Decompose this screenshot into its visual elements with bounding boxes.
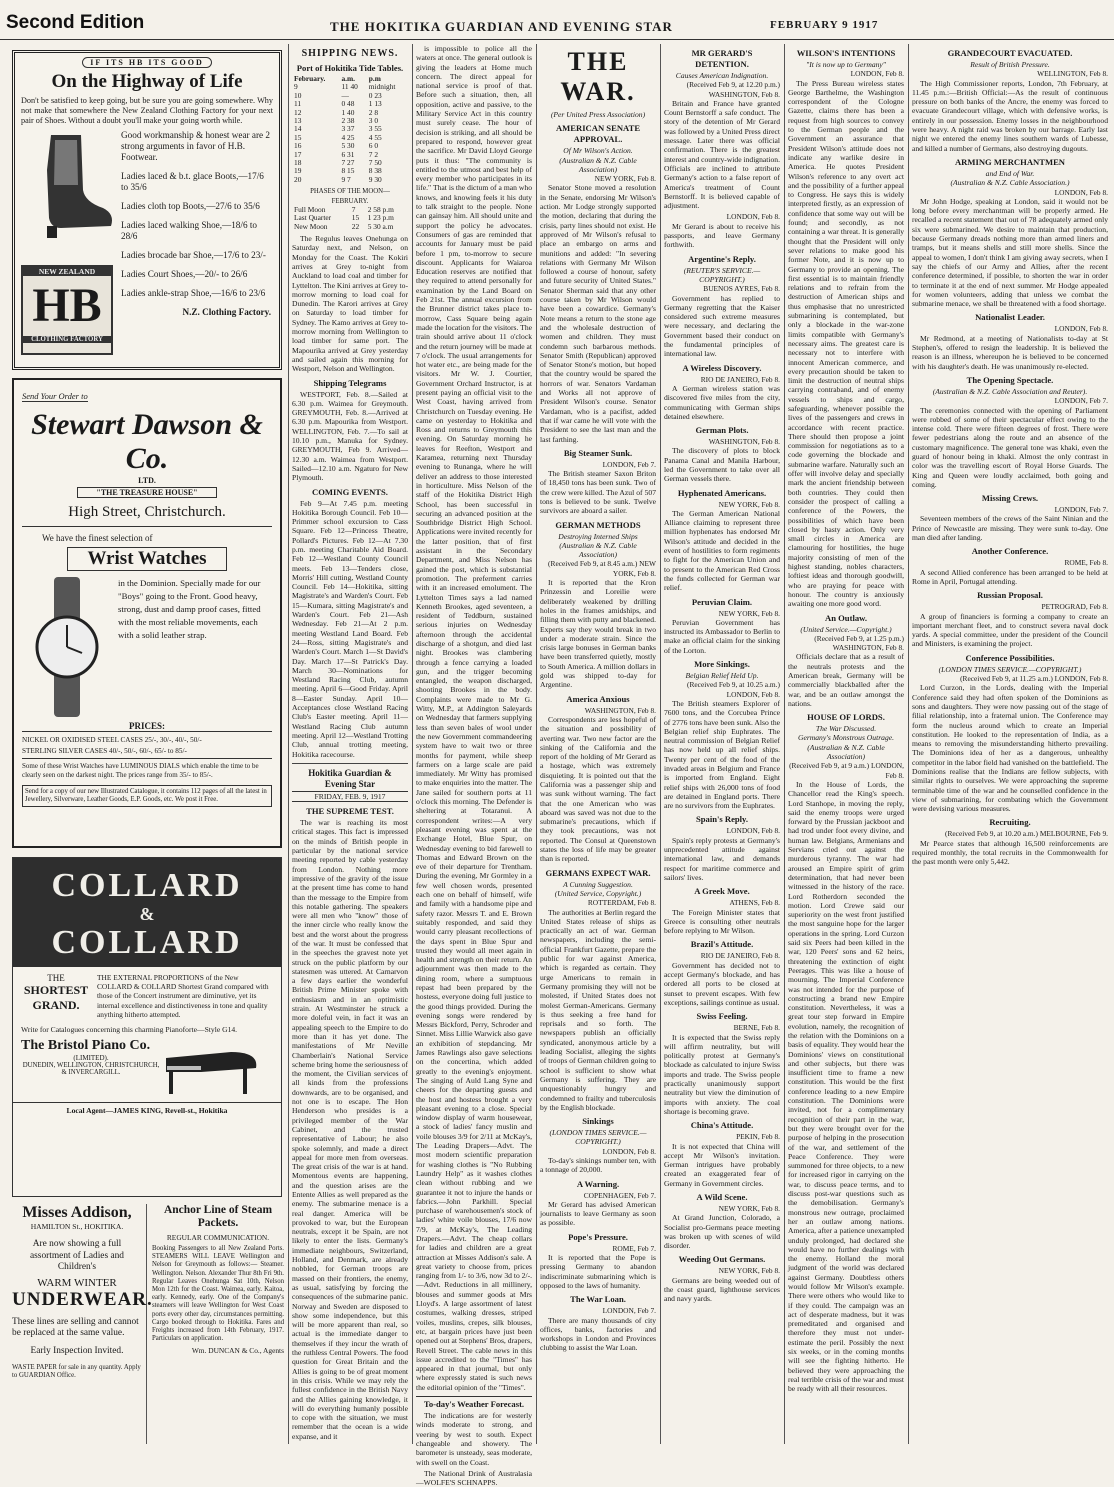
cc-grand: GRAND. (32, 998, 80, 1012)
tide-cell: 11 (294, 99, 302, 109)
sd-ltd: LTD. (138, 476, 156, 485)
boot-illustration (21, 130, 116, 240)
ma-body-2: These lines are selling and cannot be replaced at the same value. (12, 1316, 139, 1338)
war-d6: LONDON, Feb 8. (602, 1146, 656, 1156)
telegrams-heading: Shipping Telegrams (313, 377, 387, 388)
war-s3: Destroying Interned Ships (558, 531, 638, 541)
c5-h3: A Wireless Discovery. (682, 362, 762, 373)
tide-cell: 8 38 (368, 166, 382, 176)
war-a5: (United Service, Copyright.) (554, 888, 642, 898)
tide-cell: 9 (294, 82, 298, 92)
c5-a2: (REUTER'S SERVICE.—COPYRIGHT.) (683, 265, 761, 284)
war-h4: America Anxious (566, 693, 630, 704)
cc-firm: The Bristol Piano Co. (21, 1038, 151, 1054)
column-rule (908, 44, 909, 1444)
war-d8: ROME, Feb 7. (612, 1243, 656, 1253)
c5-h2: Argentine's Reply. (688, 253, 756, 264)
sd-catalogue: Send for a copy of our new Illustrated Catalogue, it contains 112 pages of all the latest in Jewellery, Silverware, Leather Goods, E.P. Goods, etc. We post it Free. (22, 785, 272, 807)
c5-d3: RIO DE JANEIRO, Feb 8. (700, 374, 780, 384)
c5-b7: The British steamers Explorer of 7600 tons, and the Corcubea Prince of 2776 tons have been sunk. Also the Belgian relief ship Euphrates. The neutral commission of Belgian Relief has now held up all relief ships. Twenty per cent of the food of the invaded areas in Belgium and France is imported from England. Eight relief ships with 26,000 tons of food are detained in England ports. There are no survivors from the Euphrates. (664, 698, 780, 811)
column-rule (288, 44, 289, 1444)
war-d3: (Received Feb 9, at 8.45 a.m.) NEW YORK, Feb 8. (548, 559, 656, 578)
sd-name: Stewart Dawson & Co. (31, 408, 263, 475)
cables-column-b (788, 44, 904, 1444)
war-h1: AMERICAN SENATE APPROVAL. (555, 123, 641, 145)
moon-phase-cell: 2 58 p.m (367, 204, 394, 214)
c7-b1: The High Commissioner reports, London, 7th February, at 11.45 p.m.:—British Official:—As the result of continuous pressure on both banks of the Ancre, the enemy was forced to evacuate Grandecourt village, which with defensive works, is entirely in our possession. Enemy losses in the neighbourhood were heavy. A night raid was broken by our barrage. Early last night we entered the enemy lines southern wards of Lubesse, and killed a number of Germans, also destroying dugouts. (912, 78, 1108, 153)
c7-b4: The ceremonies connected with the opening of Parliament were robbed of some of their spectacular effect owing to the intense cold. There were fifteen degrees of frost. There were fewer pedestrians along the route and an absence of the customary magnificence. The general tone was khaki, even the guard of honour being in khaki. Almost the only contrast in color was the travelling escort of Royal Horse Guards. The King and Queen were loudly acclaimed, both going and coming. (912, 405, 1108, 489)
telegrams-body: WESTPORT, Feb. 8.—Sailed at 6.30 p.m. Waimea for Greymouth. GREYMOUTH, Feb. 8.—Arrived at 6.30 p.m. Mapourika from Westport. WELLINGTON, Feb. 7.—To sail at 10.10 p.m., Manuka for Sydney. GREYMOUTH, Feb 9. Arrived—12.30 a.m. Waimea from Westport. Sailed—12.10 a.m. Ngaturo for New Plymouth. (292, 389, 408, 483)
c5-d5: NEW YORK, Feb 8. (718, 499, 780, 509)
tide-cell: 11 40 (341, 82, 358, 92)
c5-d14: NEW YORK, Feb 8. (718, 1266, 780, 1276)
wrist-watch-illustration (22, 577, 112, 717)
war-h2: Big Steamer Sunk. (563, 447, 633, 458)
tide-table-heading: Port of Hokitika Tide Tables. (296, 63, 404, 73)
c7-b9: Mr Pearce states that although 16,500 reinforcements are required monthly, the total recruits in the Commonwealth for the past month were only 5,442. (912, 838, 1108, 867)
c5-h12: China's Attitude. (690, 1120, 754, 1131)
war-a1: (Australian & N.Z. Cable Association) (559, 155, 637, 174)
c5-h14: Weeding Out Germans. (678, 1254, 766, 1265)
c7-b2: Mr John Hodge, speaking at London, said it would not be long before every merchantman will be properly armed. He recalled a recent statement that out of 78 adequately armed only six were submarined. We desire to maintain that production, because Germany dreads nothing more than armed liners and tramps, but it means shells and still more shells. Since the appeal to women, I don't think I am giving away secrets, when I say the chiefs of our Army and Allies, after the recent conference determined, if possible, to shorten the war in order to terminate it at the end of next summer. Mr Hodge appealed for women volunteers, adding that unless we combat the submarine menace, we shall be threatened with a food shortage. (912, 196, 1108, 309)
c5-b5: The German American National Alliance claiming to represent three million hyphenates has endorsed Mr Wilson's attitude and decided in the event of hostilities to form regiments to fight for the American Union and to present to the American Red Cross the funds collected for German war relief. (664, 508, 780, 593)
c5-d1: (Received Feb 9, at 12.20 p.m.) WASHINGTON, Feb 8. (686, 80, 780, 99)
hb-logo-mono: HB (32, 279, 102, 332)
tide-cell: 12 (294, 107, 302, 117)
cc-name-2: COLLARD (51, 924, 243, 961)
stewart-dawson-ad (12, 378, 282, 848)
c5-h13: A Wild Scene. (696, 1191, 748, 1202)
war-b6: To-day's sinkings number ten, with a tonnage of 20,000. (540, 1155, 656, 1175)
cables-column-c (912, 44, 1108, 1444)
c5-h6: Peruvian Claim. (691, 596, 753, 607)
c7-h5: Missing Crews. (981, 493, 1039, 504)
weather-body: The indications are for westerly winds moderate to strong, and veering by west to south. Expect changeable and showery. The barometer is unsteady, seas moderate, with swell on the Coast. (416, 1411, 532, 1467)
c5-s7: Belgian Relief Held Up. (685, 671, 759, 681)
tide-cell: 6 0 (368, 141, 379, 151)
c5-b2: Government has replied to Germany regretting that the Kaiser considered such extreme measures were necessary, and declaring the Government based their conduct on the fundamental principles of international law. (664, 293, 780, 359)
c5-d8: LONDON, Feb 8. (726, 826, 780, 836)
c7-b8: Lord Curzon, in the Lords, dealing with the Imperial Conference said they had often spoken of the Dominions as sons and daughters. They were now passing out of the stage of filial relationship, into a fraternal union. The Conference may form the nucleus around which to create an Imperial constitution. He looked to the representation of India, as a means to removing the misunderstanding hitherto prevailing. The Dominions idea of her as a dangerous, unhealthy competitor in the labor field had vanished on the battlefield. The Dominions realise that the Indians are fellow subjects, with similar rights to ourselves. We were approaching the supreme terminable time of the war and he counselled confidence in the view of submarining, for combating which the Government were devising various measures. (912, 683, 1108, 814)
c7-h1: GRANDECOURT EVACUATED. (947, 48, 1073, 58)
war-b5: The authorities at Berlin regard the United States release of ships as practically an act of war. German newspapers, including the semi-official Frankfurt Gazette, prepare the public for war against America, which is regarded as certain. They urge Americans to remain in Germany promising they will not be molested, if United States does not molest German-Americans. Germany is thus seeking a free hand for reprisals and so forth. The newspapers publish an officially syndicated, anonymous article by a leading Socialist, alleging the sights of troops of German children going to school is sufficient to show what Germany is suffering. They are unquestionably hungry and condemned to frailty and tuberculosis by the English blockade. (540, 907, 656, 1112)
c5-h1: MR GERARD'S DETENTION. (691, 48, 753, 69)
war-d9: LONDON, Feb 7. (602, 1306, 656, 1316)
tide-row (292, 176, 408, 184)
tide-cell: 9 7 (341, 174, 351, 184)
tide-cell: 3 55 (368, 124, 382, 134)
c7-d4: LONDON, Feb 7. (1054, 396, 1108, 406)
c7-a2: (Australian & N.Z. Cable Association.) (950, 178, 1070, 188)
war-b1: Senator Stone moved a resolution in the Senate, endorsing Mr Wilson's action. Mr Lodge strongly supported the motion, declaring that during the crisis, party lines should not exist. He approved of Mr Wilson's refusal to place an embargo on arms and munitions and added: "In severing relations with Germany Mr Wilson followed a course of honour, safety and future security of United States." Senator Sherman said that any other course taken by Mr Wilson would have been a cowardice. Germany's Note means a return to the stone age and the wholesale destruction of women and children. They must condemn such barbarous methods. Senator Smith (Republican) approved of Senator Stone's motion, but hoped that the country would be spared the horrors of war. Senators Vardaman and Works all not approve of President Wilson's course. Senator Vardaman, who is a pacifist, added that if war came he will vote with the President to see the last man and the last farthing. (540, 183, 656, 444)
tide-row (292, 83, 408, 91)
cc-firm-ltd: (LIMITED). (73, 1054, 109, 1063)
c7-d5: LONDON, Feb 7. (1054, 505, 1108, 515)
war-b4: Correspondents are less hopeful of the situation and possibility of averting war. Two new factor are the sinking of the California and the report of the holding of Mr Gerard as a hostage, which was extremely disquieting. It is pointed out that the California was a passenger ship and was sunk without warning. The fact that the one American who was aboard was saved was not due to the submarine's precautions, which if they took precautions, was not reported. The Consul at Queenstown states the loss of life may be greater than is reported. (540, 714, 656, 864)
moon-phase-cell: Last Quarter (294, 213, 332, 223)
war-b7: Mr Gerard has advised American journalists to leave Germany as soon as possible. (540, 1199, 656, 1228)
c7-d7: PETROGRAD, Feb 8. (1041, 602, 1108, 612)
war-b3: It is reported that the Kron Prinzessin and Loreilie were deliberately weakened by drilling holes in the frames amidships, and filling them with putty and blackened. Experts say they would break in two under a moderate strain. Since the crisis large bonuses in German banks have been transferred quietly, mostly to South America. A million dollars in gold was shipped to-day for Argentine. (540, 578, 656, 690)
war-h6: Sinkings (582, 1116, 614, 1127)
hb-logo-top: NEW ZEALAND (23, 267, 111, 276)
c5-b1: Britain and France have granted Count Bernstorff a safe conduct. The story of the detention of Mr Gerard was followed by a United Press direct message. Later there was official confirmation. There is the greatest interest and country-wide indignation. Officials are inclined to attribute Germany's action to a false report of America's treatment of Count Bernstorff. It is believed capable of adjustment. (664, 98, 780, 211)
c5-b1b: Mr Gerard is about to receive his passports, and leave Germany forthwith. (664, 221, 780, 250)
sd-product: Wrist Watches (67, 547, 227, 571)
c7-b6: A second Allied conference has been arranged to be held at Rome in April, Portugal attending. (912, 567, 1108, 586)
war-a3: (Australian & N.Z. Cable Association) (559, 540, 637, 560)
ma-under: UNDERWEAR. (12, 1288, 153, 1310)
c6-b1: The Press Bureau wireless states George Barthelme, the Washington correspondent of the Cologne Gazette, claims there has been a request from high sources to convey to the German people and the Government an assurance that President Wilson's attitude does not indicate any warlike desire in America. He quotes President Wilson's reference to any overt act and the possibility of a further appeal to Congress. He says this is widely interpreted firstly, as an expression of confidence that some way out will be found; and secondly, as not containing a war threat. It is generally thought that the President will only sever relations to make good his former Note, and it is now up to Germany to provide an opening. The first essential is to maintain friendly relations and to refrain from the destruction of American ships and thus emphasise that no unrestricted submarining is contemplated, but only a blockade in the war-zone limits compatible with Germany's necessary aims. The greatest care is necessary not to interfere with innocent American commerce, and every precaution should be taken to limit the destruction of neutral ships carrying contraband, and of enemy vessels to ships and cargo, safeguarding, whenever possible the lives of the passengers and crews in accordance with recent practice. There should then propose a joint commission for negotiations as to a code governing the blockade and submarine warfare. Naturally such an offer will involve delay and specially mark the ancient friendship between both countries. They could then consider the prospect of calling a conference of the Powers, the possibilities of which have been closed by hasty action. Only very small circles in America are clamouring for hostilities, the huge majority consisting of men of the highest standing, nobles characters, loftiest ideas and thorough goodwill, who are praying for peace with honour. The country is anxiously awaiting one more good word. (788, 78, 904, 609)
sd-note: Some of these Wrist Watches have LUMINOUS DIALS which enable the time to be clearly seen on the darkest night. The prices range from 35/- to 85/-. (22, 762, 259, 779)
shipping-heading: SHIPPING NEWS. (301, 48, 399, 59)
c6-h1: WILSON'S INTENTIONS (796, 48, 896, 58)
tide-table (292, 75, 408, 184)
c7-a4: (Australian & N.Z. Cable Association and Reuter). (932, 386, 1088, 396)
moon-phase-cell: 22 (351, 221, 360, 231)
moon-phases-table (292, 206, 408, 231)
c6-d3: (Received Feb 9, at 9 a.m.) LONDON, Feb 8. (789, 761, 904, 780)
tide-cell: 14 (294, 124, 302, 134)
tide-cell: 3 37 (341, 124, 355, 134)
tide-header-cell: p.m (368, 74, 381, 83)
ma-early: Early Inspection Invited. (30, 1345, 124, 1356)
leader-paper-title: Hokitika Guardian & Evening Star (308, 767, 392, 789)
coming-events-body: Feb 9—At 7.45 p.m. meeting Hokitika Borough Council. Feb 10—Primmer school excursion to Cass Square. Feb 12—Princess Theatre, Pollard's Pictures. Feb 12—At 7.30 p.m. meeting Charitable Aid Board. Feb 12—Westland County Council meets. Feb 13—Tenders close, Morris' Hill cutting, Westland County Council. Feb 14—Hokitika, sitting Magistrate's and Warden's Court. Feb 15—Kumara, sitting Magistrate's and Warden's Court. Feb 21—Ash Wednesday. Feb 21—At 2 p.m. meeting Westland Land Board. Feb 24—Ross, sitting Magistrate's and Warden's Court. March 1—St David's Day. March 17—St Patrick's Day. March 30—Nominations for Westland Racing Club, autumn meeting. April 6—Good Friday. April 8—Easter Sunday. April 10—Acceptances close Westland Racing Club's Easter meeting. April 11—Westland Racing Club autumn meeting. April 12—Westland Trotting Club, annual trotting meeting, Hokitika racecourse. (292, 498, 408, 759)
cc-agent: Local Agent—JAMES KING, Revell-st., Hokitika (13, 1102, 281, 1115)
hb-headline: On the Highway of Life (51, 71, 243, 92)
c5-b6: Peruvian Government has instructed its Ambassador to Berlin to make an official claim for the sinking of the Lorton. (664, 617, 780, 655)
c7-d6: ROME, Feb 8. (1064, 558, 1108, 568)
tide-cell: 0 48 (341, 99, 355, 109)
tide-cell: 5 30 (341, 141, 355, 151)
war-h5: GERMANS EXPECT WAR. (545, 867, 651, 878)
c7-d9: (Received Feb 9, at 10.20 a.m.) MELBOURNE, Feb 9. (945, 829, 1108, 839)
c7-b7: A group of financiers is forming a company to create an important merchant fleet, and to construct severa naval dock yards. A special committee, under the president of the Council and Ministers, is examining the project. (912, 611, 1108, 649)
ma-name: Misses Addison, (22, 1204, 132, 1221)
anchor-head: Anchor Line of Steam Packets. (163, 1204, 273, 1229)
war-s1: Of Mr Wilson's Action. (563, 146, 633, 156)
cc-towns: DUNEDIN, WELLINGTON, CHRISTCHURCH, & INVERCARGILL. (22, 1062, 160, 1077)
war-h9: The War Loan. (570, 1294, 626, 1305)
anchor-line-ad (152, 1204, 284, 1444)
cc-amp: & (139, 904, 155, 924)
c5-b3: A German wireless station was discovered five miles from the city, communicating with German ships detained elsewhere. (664, 383, 780, 421)
c5-d10: RIO DE JANEIRO, Feb 8. (700, 951, 780, 961)
c6-h2: An Outlaw. (824, 612, 868, 623)
tide-cell: 20 (294, 174, 302, 184)
c6-d1: LONDON, Feb 8. (850, 69, 904, 79)
moon-phase-cell: 5 30 a.m (367, 221, 394, 231)
c5-h8: Spain's Reply. (695, 814, 749, 825)
ma-waste: WASTE PAPER for sale in any quantity. Apply to GUARDIAN Office. (12, 1363, 141, 1379)
column-rule (412, 44, 413, 1444)
war-d4: WASHINGTON, Feb 8. (584, 705, 656, 715)
c5-b10: Government has decided not to accept Germany's blockade, and has ordered all ports to be closed at sunset to prevent escapes. With few exceptions, sailings continue as usual. (664, 960, 780, 1007)
c5-d9: ATHENS, Feb 8. (729, 898, 780, 908)
c6-a3: (Australian & N.Z. Cable Association) (807, 742, 885, 762)
c5-b12: It is not expected that China will accept Mr Wilson's invitation. German intrigues have probably created an exaggerated fear of Germany in Government circles. (664, 1141, 780, 1188)
moon-phase-cell: New Moon (294, 221, 328, 231)
column-rule (660, 44, 661, 1444)
anchor-sig: Wm. DUNCAN & Co., Agents (191, 1346, 284, 1356)
column-rule (784, 44, 785, 1444)
c5-h4: German Plots. (695, 425, 749, 436)
tide-cell: 0 23 (368, 90, 382, 100)
tide-cell: 2 8 (368, 107, 379, 117)
c7-d3: LONDON, Feb 8. (1054, 324, 1108, 334)
tide-cell: 9 30 (368, 174, 382, 184)
tide-cell: — (341, 90, 349, 100)
leader-date: FRIDAY, FEB. 9, 1917 (292, 791, 408, 802)
ma-body: Are now showing a full assortment of Ladies and Children's (30, 1239, 124, 1272)
war-d5: ROTTERDAM, Feb 8. (587, 898, 656, 908)
anchor-sub: REGULAR COMMUNICATION. (166, 1233, 270, 1242)
c7-d1: WELLINGTON, Feb 8. (1037, 69, 1108, 79)
ma-warm: WARM WINTER (37, 1276, 117, 1289)
tide-cell: 2 38 (341, 116, 355, 126)
cc-body: THE EXTERNAL PROPORTIONS of the New COLLARD & COLLARD Shortest Grand compared with those of the Concert instrument are diminutive, yet its internal excellence and distinctiveness in tone and quality anything hitherto attempted. (97, 973, 269, 1019)
tide-cell: 18 (294, 158, 302, 168)
tide-cell: 13 (294, 116, 302, 126)
tide-cell: 1 13 (368, 99, 382, 109)
hb-logo (21, 265, 113, 355)
hb-intro: Don't be satisfied to keep going, but be sure you are going somewhere. Why not make that somewhere the New Zealand Clothing Factory for your next pair of Shoes. Without a doubt you'll make your going worth while. (21, 96, 273, 125)
c5-b9: The Foreign Minister states that Greece is consulting other neutrals before replying to Mr Wilson. (664, 907, 780, 936)
hb-line-8: N.Z. Clothing Factory. (182, 307, 271, 317)
war-a6: (LONDON TIMES SERVICE.—COPYRIGHT.) (549, 1128, 647, 1147)
c7-h7: Russian Proposal. (977, 590, 1043, 601)
cc-shortest: SHORTEST (23, 983, 89, 997)
c7-s2: and End of War. (985, 168, 1035, 178)
tide-cell: 10 (294, 90, 302, 100)
c6-b2: Officials declare that as a result of the neutrals protests and the American break, Germany will be commercially blackballed after the war, and be an outlaw amongst the nations. (788, 652, 904, 708)
tide-cell: 15 (294, 132, 302, 142)
c5-h11: Swiss Feeling. (696, 1011, 748, 1022)
moon-phase-cell: 7 (351, 204, 356, 214)
c5-h9: A Greek Move. (694, 886, 750, 897)
cc-the: THE (47, 973, 65, 983)
c7-h4: The Opening Spectacle. (966, 374, 1054, 385)
tide-cell: 7 27 (341, 158, 355, 168)
c7-h6: Another Conference. (971, 546, 1049, 557)
leader-body: The war is reaching its most critical stages. This fact is impressed on the minds of British people in particular by the national service meeting reported by cable yesterday from London. Nothing more impressive of the gravity of the issue at the present time has come to hand than the message to the Empire from this notable gathering. The speakers were all men who "know" those of the inner circle who really know the best and the worst about the progress of the war. It must be confessed that in the speeches the gravest note yet struck on the public platform by our statesmen was uttered. At Carnarvon a few days earlier the wonderful British Prime Minister spoke with enthusiasm and in an optimistic strain. At Westminster he struck a more doleful vein, in fact it was an appealing speech to the Empire to do more than it has yet done. The manifestations of Mr Neville Chamberlain's National Service scheme bring home the seriousness of the moment, the Civilian services of all kinds from the professions downwards, are to be organised, and not one is to escape. The Hon Henderson who presides is a privileged member of the War Cabinet, and the trusted representative of Labour; he also spoke solemnly, and made a direct appeal for more men from overseas. The great crisis of the war is at hand. Momentous events are happening, and the question arises are the Entente Allies as well prepared as the enemy. The submarine menace is a real danger. America will be provoked to war, but the European neutrals, except it be Spain, are not likely to enter the lists. Germany's immediate neighbours, Switzerland, Holland, and Denmark, are already nobbled, for German troops are massed on their frontiers, the enemy, as usual, satisfying by forcing the consequences of the submarine panic. Norway and Sweden are disposed to show some independence, but this will be more apparent than real, so actual is the immediate danger to themselves if they incur the wrath of the ruthless Central Powers. The food question for Great Britain and the Allies is going to be of great moment in this crisis. While we may rely the fullest confidence in the British Navy and the Allies gaining knowledge, it will do everything humanly possible to cope with the situation, we must remember that the ocean is a wide expanse, and it (292, 818, 408, 1441)
c5-b4: The discovery of plots to block Panama Canal and Manila Harbour, led the Government to take over all German vessels there. (664, 446, 780, 484)
local-news-body: is impossible to police all the waters at once. The general outlook is giving the leaders at Home much concern. The direct appeal for national service is proof of that. Before such a situation, then, all opposition, active and passive, to the Military Service Act in this country must surely cease. The hour of decision is striking, and all should be prepared to respond, however great the sacrifice. Mr David Lloyd George puts it thus: "The community is entitled to the utmost and best help of every member who participates in its life." That is the dictum of a man who knows, and knowing feels it his duty to talk straight to the people. None can gainsay him. All should unite and support the policy he advocates. Consumers of gas are reminded that accounts for January must be paid before 1 pm, to-morrow to secure discount. Applicants for Waiaroa Education reserves are notified that they required to attend personally for examination by the Land Board on Feb 21st. The annual excursion from the Brunner district takes place to-morrow, Cass Square being again made the location for the visitors. The train should arrive about 11 o'clock and the return journey will be made at 7 o'clock. The usual arrangements for hot water etc., are being made for the visitors. Mr W. J. Courtier, Government Orchard Instructor, is at present paying an official visit to the West Coast, having arrived from Christchurch on Tuesday evening. He came on yesterday to Hokitika and Ross and returns to Greymouth this evening. On Saturday morning he leaves for Reefton, Westport and Karamea, returning next Thursday evening to Runanga, where he will deliver an address to those interested in horticulture. Miss Nelson of the staff of the Hokitika District High School, has been successful in securing an advanced position at the Southbridge District High School. Applications were invited recently for the latter position, that of first assistant in the Secondary Department, and Miss Nelson has gained the post, which is substantial promotion. The preferment carries with it an increased emolument. The Lyttelton Times says a lad named Kenneth Brookes, aged seventeen, a resident of Teddburn, sustained serious injuries on Wednesday afternoon through the accidental discharge of a shotgun, and died last night. Brookes was clambering through a fence carrying a loaded gun, and the trigger becoming entangled, the weapon discharged, shooting Brookes in the body. Complaints were made to Mr G. Witty, M.P., at Addington Saleyards on Wednesday that farmers supplying less than seven bales of wool under the new Government commandeering system have to wait two or three months for payment, while sheep farmers on a large scale are paid immediately. Mr Witty has promised to make enquiries into the matter. The Jane sailed for southern ports at 11 o'clock this morning. The Defender is sheltering at Totaranui. A correspondent writes:—A very pleasant evening was spent at the Exchange Hotel, Blue Spur, on Wednesday evening to bid farewell to Thomas and Edward Brown on the eve of their departure for Trentham. During the evening, Mr Gormley in a few well chosen words, presented each one on behalf of himself, wife and family with a handsome pipe and safety razor. Messrs T. and E. Brown suitably responded, and said they would carry pleasant recollections of the days spent in Blue Spur and trusted they would all meet again in health and strength on their return. An adjournment was then made to the dining room, where a sumptuous repast had been prepared by the hostess, everyone doing full justice to the good things provided. During the evening songs were rendered by Messrs Bickford, Perry, Schroder and Sinnet. Miss Lillie Warwick also gave an exhibition of stepdancing. Mr James Rawlings also gave selections on the concertina, which added greatly to the evening's enjoyment. The singing of Auld Lang Syne and cheers for the departing guests and the host and hostess brought a very pleasant evening to a close. Special window display of warm housewear, a stock of ladies' fancy muslin and voile blouses 3/9 for 2/11 at McKay's, The Leading Drapers—Advt. The most modern scientific preparation for washing clothes is "No Rubbing Laundry Help" as it washes clothes clean without rubbing and we guarantee it not to injure the hands or fabrics.—John Parkhill. Special purchase of warehousemen's stock of ladies' white voile blouses, 17/6 now 7/9, at McKay's, The Leading Drapers.—Advt. The cheap collars for ladies and children are a great attraction at Misses Addison's sale. A great variety to choose from, prices ranging from 1/- to 3/6, now 3d to 2/-.—Advt. Reductions in all millinery, blouses and summer goods at Mrs Lloyd's. A large assortment of latest costumes, walking dresses, striped voiles, muslins, crepes, silk blouses, etc, at bargain prices have just been opened out at Stephens' Bros, drapers, Revell Street. The cable news in this issue accredited to the "Times" has appeared in that journal, but only where expressly stated is such news the editorial opinion of the "Times". (416, 44, 533, 1392)
cables-column-a (664, 44, 780, 1444)
sd-tagline: "THE TREASURE HOUSE" (77, 487, 217, 498)
c5-b11: It is expected that the Swiss reply will affirm neutrality, but will politically protest at Germany's blockade as calculated to injure Swiss imports and trade. The Swiss people practically unanimously support neutrality but view the diminution of imports with anxiety. The coal shortage is becoming grave. (664, 1032, 780, 1116)
tide-header-cell: a.m. (341, 74, 356, 83)
war-column (540, 44, 656, 1444)
tide-cell: 3 0 (368, 116, 379, 126)
masthead (0, 0, 1114, 40)
war-b2: The British steamer Saxon Briton of 18,450 tons has been sunk. Two of the crew were killed. The Azul of 507 tons is believed to be sunk. Twelve survivors are aboard a sailer. (540, 469, 656, 516)
c6-s3b: Germany's Monstrous Outrage. (797, 733, 895, 743)
sd-price-1: NICKEL OR OXIDISED STEEL CASES 25/-, 30/-, 40/-, 50/- (22, 736, 202, 744)
local-tail: The National Drink of Australasia—WOLFE'S SCHNAPPS. (416, 1468, 532, 1487)
c5-d13: NEW YORK, Feb 8. (718, 1203, 780, 1213)
war-h7: A Warning. (576, 1178, 620, 1189)
hb-logo-bottom: CLOTHING FACTORY (23, 336, 111, 343)
tide-cell: 8 15 (341, 166, 355, 176)
column-rule (536, 44, 537, 1444)
moon-phase-cell: 1 23 p.m (367, 213, 394, 223)
c6-d2: (Received Feb 9, at 1.25 p.m.) WASHINGTON, Feb 8. (814, 633, 904, 653)
shipping-notes: The Regulus leaves Onehunga on Saturday next, and Nelson, on Monday for the Coast. The Kokiri arrives at Grey to-night from Auckland to load coal and timber for Lyttelton. The Kini arrives at Grey to-morrow morning to load coal for Dunedin. The Karori arrives at Grey on Saturday to load timber for Sydney. The Kamo arrives at Grey to-morrow morning from Wellington to load timber for same port. The Mapourika arrived at Grey yesterday and sailed again this morning for Westport, Nelson and Wellington. (292, 234, 408, 374)
leader-heading: THE SUPREME TEST. (306, 806, 394, 817)
war-b8: It is reported that the Pope is pressing Germany to abandon indiscriminate submarining which is opposed to the laws of humanity. (540, 1253, 656, 1290)
hb-footwear-ad (12, 50, 282, 370)
hb-line-2: Ladies laced & b.t. glace Boots,—17/6 to 35/6 (121, 171, 264, 192)
war-heading: THE WAR. (560, 47, 636, 106)
c5-d7: (Received Feb 9, at 10.25 a.m.) LONDON, Feb 8. (687, 680, 780, 699)
hb-line-4: Ladies laced walking Shoe,—18/6 to 28/6 (121, 220, 257, 241)
c5-d1b: LONDON, Feb 8. (726, 212, 780, 222)
hb-line-6: Ladies Court Shoes,—20/- to 26/6 (121, 269, 248, 279)
sd-prices-head: PRICES: (22, 721, 272, 732)
cc-write: Write for Catalogues concerning this charming Pianoforte—Style G14. (21, 1025, 238, 1035)
c7-h2: ARMING MERCHANTMEN (954, 156, 1066, 167)
c5-d4: WASHINGTON, Feb 8. (708, 437, 780, 447)
war-d2: LONDON, Feb 7. (602, 459, 656, 469)
grand-piano-illustration (161, 1038, 261, 1098)
c7-h3: Nationalist Leader. (975, 312, 1045, 323)
shipping-column (292, 44, 408, 1444)
misses-addison-ad (12, 1204, 153, 1444)
moon-phases-heading: PHASES OF THE MOON—FEBRUARY. (310, 188, 390, 205)
war-s5: A Cunning Suggestion. (563, 879, 633, 889)
war-h3: GERMAN METHODS (555, 519, 641, 530)
c5-b13: At Grand Junction, Colorado, a Socialist pro-Germans peace meeting was broken up with scenes of wild disorder. (664, 1213, 780, 1251)
war-press-line: (Per United Press Association) (550, 110, 646, 119)
moon-phase-cell: Full Moon (294, 204, 326, 214)
c7-b5: Seventeen members of the crews of the Saint Ninian and the Prince of Newcastle are missing. They were sunk to-day. One man died after landing. (912, 514, 1108, 543)
hb-line-7: Ladies ankle-strap Shoe,—16/6 to 23/6 (121, 288, 266, 298)
ma-addr: HAMILTON St., HOKITIKA. (30, 1222, 124, 1231)
tide-cell: 17 (294, 149, 302, 159)
hb-line-1: Good workmanship & honest wear are 2 strong arguments in favor of H.B. Footwear. (121, 130, 271, 162)
war-d7: COPENHAGEN, Feb 7. (583, 1190, 656, 1200)
c7-a8: (LONDON TIMES SERVICE.—COPYRIGHT.) (938, 664, 1082, 674)
tide-cell: 7 50 (368, 158, 382, 168)
sd-price-2: STERLING SILVER CASES 40/-, 50/-, 60/-, 65/- to 85/- (22, 747, 272, 759)
coming-events-heading: COMING EVENTS. (312, 486, 388, 497)
tide-cell: 6 31 (341, 149, 355, 159)
tide-cell: 1 40 (341, 107, 355, 117)
c7-s1: Result of British Pressure. (970, 60, 1050, 69)
war-h8: Pope's Pressure. (568, 1231, 628, 1242)
hb-line-5: Ladies brocade bar Shoe,—17/6 to 23/- (121, 250, 266, 260)
moon-phase-row (292, 223, 408, 231)
tide-cell: 7 2 (368, 149, 379, 159)
c7-d2: LONDON, Feb 8. (1054, 187, 1108, 197)
c7-b3: Mr Redmond, at a meeting of Nationalists to-day at St Stephen's, offered to resign the leadership. It is believed the reason is an illness, whereupon he is believed to be concerned with his daughter's death. He was unanimously re-elected. (912, 333, 1108, 371)
c5-s1: Causes American Indignation. (675, 71, 769, 80)
c7-h8: Conference Possibilities. (965, 652, 1055, 663)
c7-h9: Recruiting. (989, 817, 1031, 828)
newspaper-title: THE HOKITIKA GUARDIAN AND EVENING STAR (330, 19, 673, 34)
tide-cell: 16 (294, 141, 302, 151)
tide-cell: 4 25 (341, 132, 355, 142)
c7-d8: (Received Feb 9, at 11.25 a.m.) LONDON, Feb 8. (960, 674, 1108, 684)
sd-send: Send Your Order to (22, 391, 88, 401)
edition-label: Second Edition (6, 12, 145, 33)
c5-h10: Brazil's Attitude. (690, 939, 754, 950)
local-news-column (416, 44, 533, 1487)
tide-cell: midnight (368, 82, 396, 92)
moon-phase-cell: 15 (351, 213, 360, 223)
sd-body: in the Dominion. Specially made for our "Boys" going to the Front. Good heavy, strong, dust and damp proof cases, fitted with the most reliable movements, each with a solid leather strap. (118, 578, 261, 640)
sd-address: High Street, Christchurch. (22, 504, 272, 527)
collard-piano-ad (12, 857, 282, 1197)
tide-cell: 4 55 (368, 132, 382, 142)
c5-d6: NEW YORK, Feb 8. (718, 608, 780, 618)
c6-s1: "It is now up to Germany" (806, 60, 886, 69)
c5-d11: BERNE, Feb 8. (733, 1023, 780, 1033)
cc-name-1: COLLARD (51, 867, 243, 904)
hb-line-3: Ladies cloth top Boots,—27/6 to 35/6 (121, 201, 260, 211)
c5-h7: More Sinkings. (694, 659, 750, 670)
c5-d2: BUENOS AYRES, Feb 8. (703, 284, 780, 294)
anchor-body: Booking Passengers to all New Zealand Ports. STEAMERS WILL LEAVE Wellington and Nelson for Greymouth as follows:— Steamer. Wellington. Nelson. Alexander Thur 8th Fri 9th. Regular Leaves Onehunga Sat 10th, Nelson Mon 12th for the Coast. Waimea, early. Kaitoa, early. Kennedy, early. One of the Company's steamers will leave Wellington for West Coast ports every other day, circumstances permitting. Cargo booked through to Hokitika. Fares and Freights increased from 14th February, 1917. Particulars on application. (152, 1245, 284, 1343)
c6-s3: The War Discussed. (815, 724, 877, 734)
weather-heading: To-day's Weather Forecast. (416, 1396, 532, 1410)
c5-b14: Germans are being weeded out of the coast guard, lighthouse services and navy yards. (664, 1275, 780, 1304)
hb-tag: IF ITS HB ITS GOOD (82, 57, 212, 68)
tide-cell: 19 (294, 166, 302, 176)
c5-d12: PEKIN, Feb 8. (736, 1132, 780, 1142)
issue-date: FEBRUARY 9 1917 (770, 19, 879, 31)
c6-a2: (United Service.—Copyright.) (800, 624, 892, 634)
c5-h5: Hyphenated Americans. (677, 487, 767, 498)
c5-b8: Spain's reply protests at Germany's unprecedented attitude against international law, and demands respect for maritime commerce and sailors' lives. (664, 835, 780, 882)
sd-intro: We have the finest selection of (42, 533, 153, 543)
c6-h3: HOUSE OF LORDS. (807, 712, 885, 723)
c6-b3: In the House of Lords, the Chancellor read the King's speech. Lord Stanhope, in moving the reply, said the enemy troops were urged forward by the Prussian jackboot and had trod under foot every divine, and human law. Belgians, Armenians and Servians cried out against the murderous tyranny. The war had aroused an Empire spirit of grim determination, that had never been witnessed in the history of the race. Lord Rotherdorn seconded the motion. Lord Crewe said our superiority on the west front justified the most sanguine hope for the larger operations in the spring. Lord Curzon said six Peers had been killed in the war, 120 Peers' sons and 62 heirs, threatening the extinction of eight Peerages. This was like a house of mourning. The Imperial Conference was not intended for the purpose of constructing a brand new Empire constitution. Nevertheless, it was a great tour step forward in Empire evolution, namely, the recognition of the relation with the Dominions on a basis of equality. They would hear the Dominions' views on constitutional and other subjects, but there was insufficient time to frame a new constitution. This would be the first conference leading to a new Empire constitution. The Dominions were invited, not for a complimentary recognition of their part in the war, but they were brought over for the purpose of helping in the prosecution of the war, and settlement of the Peace Conference. They were summoned for three objects, to a new for increased rigor in carrying on the war, to discuss peace terms, and to discuss post-war questions such as the demobilisation. Germany's monstrous new outrage, proclaimed her an outlaw among nations. America, after a patience unexampled unduly prolonged, had declared she would have no further dealings with the enemy. Holland the moral judgment of the world was declared against Germany. Doubtless others would follow Mr Wilson's example. There were others who would like to if they could. The campaign was an act of desperate madness, but it was premeditated and organised and therefore they must not under-estimate the peril. Possibly the next six weeks, or in the coming months will see the fighting hitherto. He believed they were approaching the real terrible crisis of the war and must be ready with all their resources. (788, 779, 904, 1394)
tide-header-cell: February. (294, 74, 326, 83)
war-b9: There are many thousands of city offices, banks, factories and workshops in London and Provinces clubbing to assist the War Loan. (540, 1315, 656, 1353)
war-d1: NEW YORK, Feb 8. (594, 174, 656, 184)
